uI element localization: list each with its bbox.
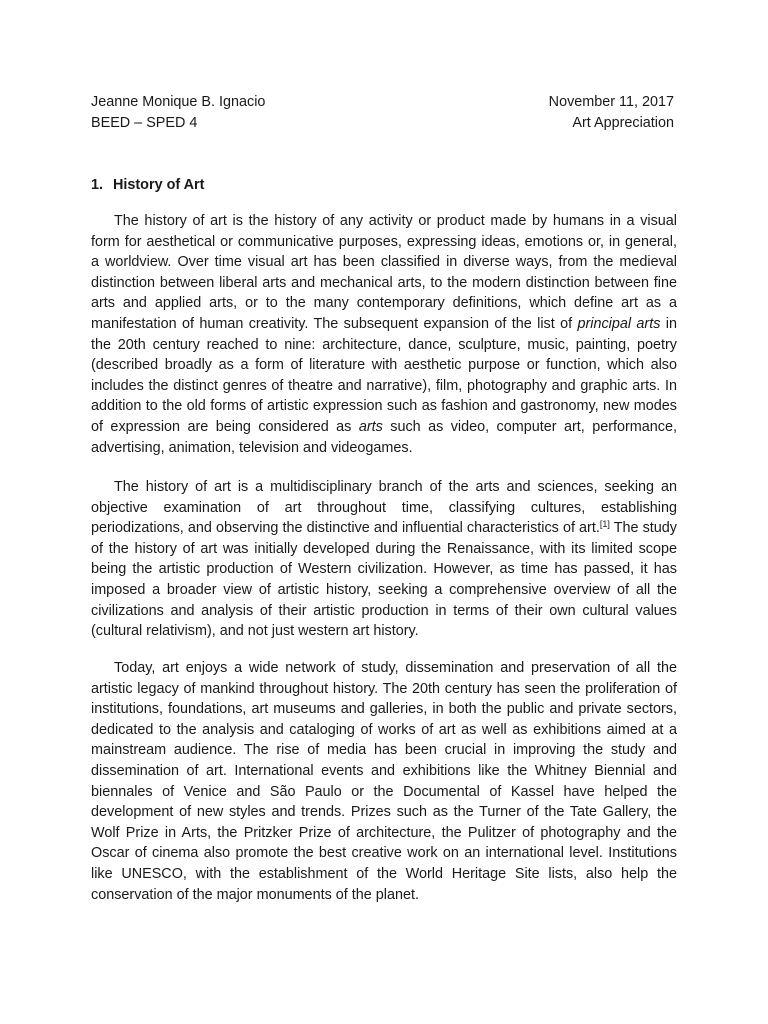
header-left: [91, 92, 265, 133]
paragraph-2-text-b: The study of the history of art was initially developed during the Renaissance, with its limited scope being the artistic production of Western civilization. However, as time has passed, it has imposed a broader view of artistic history, seeking a comprehensive overview of all the civilizations and analysis of their artistic production in terms of their own cultural values (cultural relativism), and not just western art history.: [91, 520, 677, 640]
paragraph-3: [91, 658, 677, 905]
author-name: Jeanne Monique B. Ignacio: [91, 94, 266, 110]
section-number: 1.: [91, 177, 104, 193]
paragraph-2: [91, 477, 677, 642]
paragraph-1-italic-arts: arts: [358, 418, 383, 435]
course-label: BEED – SPED 4: [91, 114, 198, 131]
header-right: [549, 92, 674, 133]
paragraph-1-italic-principal-arts: principal arts: [577, 315, 661, 332]
paragraph-1-text-b: in the 20th century reached to nine: architecture, dance, sculpture, music, painting, poetry (described broadly as a form of literature with aesthetic purpose or function, which also includes the distinct genres of theatre and narrative), film, photography and graphic arts. In addition to the old forms of artistic expression such as fashion and gastronomy, new modes of expression are being considered as: [91, 315, 677, 435]
paragraph-1-text-c: such as video, computer art, performance, advertising, animation, television and videogames.: [91, 418, 677, 456]
paragraph-1: [91, 211, 677, 458]
paragraph-1-text-a: The history of art is the history of any activity or product made by humans in a visual form for aesthetical or communicative purposes, expressing ideas, emotions or, in general, a worldview. Over time visual art has been classified in diverse ways, from the medieval distinction between liberal arts and mechanical arts, to the modern distinction between fine arts and applied arts, or to the many contemporary definitions, which define art as a manifestation of human creativity. The subsequent expansion of the list of: [91, 213, 677, 332]
section-title: History of Art: [113, 177, 205, 193]
paragraph-2-text-a: The history of art is a multidisciplinary branch of the arts and sciences, seeking an objective examination of art throughout time, classifying cultures, establishing periodizations, and observing the distinctive and influential characteristics of art.: [91, 479, 677, 537]
citation-reference: [1]: [599, 519, 610, 530]
subject-label: Art Appreciation: [572, 114, 674, 131]
paragraph-3-text: Today, art enjoys a wide network of study, dissemination and preservation of all the artistic legacy of mankind throughout history. The 20th century has seen the proliferation of institutions, foundations, art museums and galleries, in both the public and private sectors, dedicated to the analysis and cataloging of works of art as well as exhibitions aimed at a mainstream audience. The rise of media has been crucial in improving the study and dissemination of art. International events and exhibitions like the Whitney Biennial and biennales of Venice and São Paulo or the Documental of Kassel have helped the development of new styles and trends. Prizes such as the Turner of the Tate Gallery, the Wolf Prize in Arts, the Pritzker Prize of architecture, the Pulitzer of photography and the Oscar of cinema also promote the best creative work on an international level. Institutions like UNESCO, with the establishment of the World Heritage Site lists, also help the conservation of the major monuments of the planet.: [91, 660, 677, 903]
section-heading: [91, 175, 204, 196]
document-date: November 11, 2017: [548, 94, 674, 110]
